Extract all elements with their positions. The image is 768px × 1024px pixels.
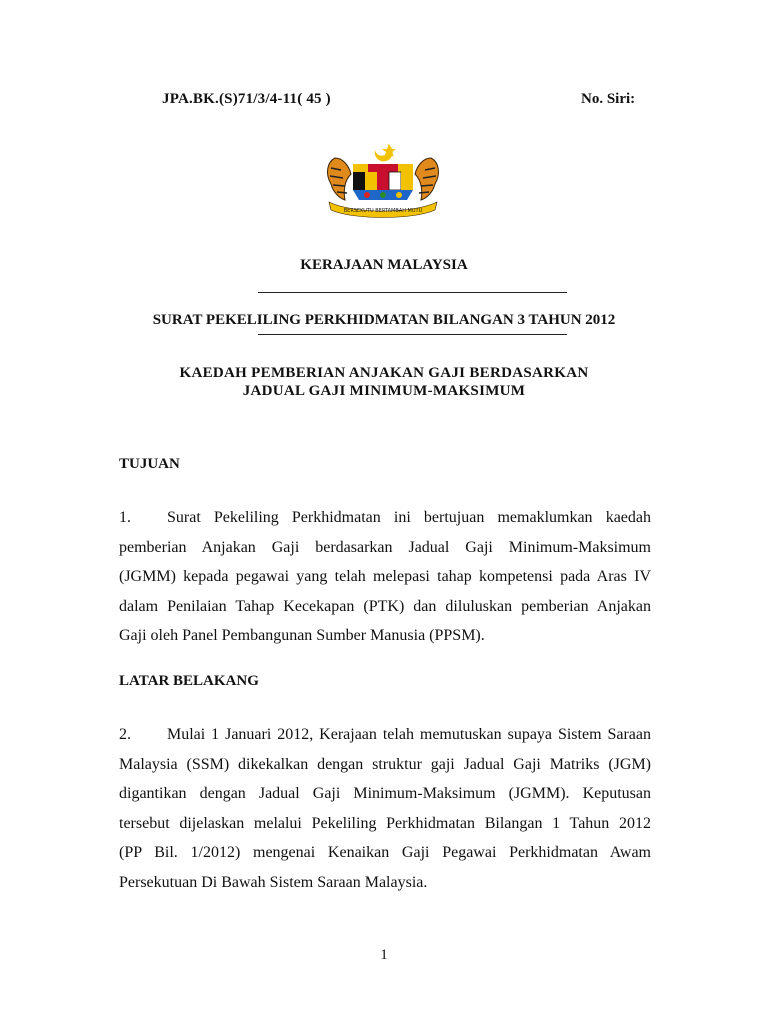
paragraph-number: 1. xyxy=(119,509,131,526)
paragraph-line: (JGMM) kepada pegawai yang telah melepasi tahap kompetensi pada Aras IV xyxy=(119,568,651,585)
coat-of-arms-icon xyxy=(323,140,443,220)
subject-line-2: JADUAL GAJI MINIMUM-MAKSIMUM xyxy=(242,383,526,399)
page-number: 1 xyxy=(380,947,388,963)
divider xyxy=(258,334,567,335)
paragraph-line: pemberian Anjakan Gaji berdasarkan Jadual Gaji Minimum-Maksimum xyxy=(119,538,651,556)
paragraph-line: Surat Pekeliling Perkhidmatan ini bertujuan memaklumkan kaedah xyxy=(167,509,651,526)
paragraph-line: Gaji oleh Panel Pembangunan Sumber Manusia (PPSM). xyxy=(119,627,485,644)
paragraph-line: dalam Penilaian Tahap Kecekapan (PTK) dan diluluskan pemberian Anjakan xyxy=(119,597,651,615)
paragraph-1 xyxy=(119,503,651,651)
paragraph-line: Mulai 1 Januari 2012, Kerajaan telah memutuskan supaya Sistem Saraan xyxy=(167,726,651,743)
paragraph-line: Malaysia (SSM) dikekalkan dengan struktur gaji Jadual Gaji Matriks (JGM) xyxy=(119,755,651,773)
paragraph-line: Persekutuan Di Bawah Sistem Saraan Malaysia. xyxy=(119,873,428,891)
paragraph-2 xyxy=(119,720,651,897)
paragraph-line: (PP Bil. 1/2012) mengenai Kenaikan Gaji Pegawai Perkhidmatan Awam xyxy=(119,844,651,861)
reference-number: JPA.BK.(S)71/3/4-11( 45 ) xyxy=(162,91,331,107)
government-heading: KERAJAAN MALAYSIA xyxy=(300,257,468,273)
paragraph-number: 2. xyxy=(119,726,131,743)
paragraph-line: digantikan dengan Jadual Gaji Minimum-Maksimum (JGMM). Keputusan xyxy=(119,785,651,802)
paragraph-line: tersebut dijelaskan melalui Pekeliling Perkhidmatan Bilangan 1 Tahun 2012 xyxy=(119,814,651,832)
serial-number-label: No. Siri: xyxy=(581,91,636,107)
divider xyxy=(258,292,567,293)
subject-line-1: KAEDAH PEMBERIAN ANJAKAN GAJI BERDASARKAN xyxy=(179,365,589,381)
svg-text:BERSEKUTU BERTAMBAH MUTU: BERSEKUTU BERTAMBAH MUTU xyxy=(343,208,423,214)
section-heading-tujuan: TUJUAN xyxy=(119,456,180,472)
circular-title: SURAT PEKELILING PERKHIDMATAN BILANGAN 3 TAHUN 2012 xyxy=(152,312,616,328)
section-heading-latar-belakang: LATAR BELAKANG xyxy=(119,673,259,689)
